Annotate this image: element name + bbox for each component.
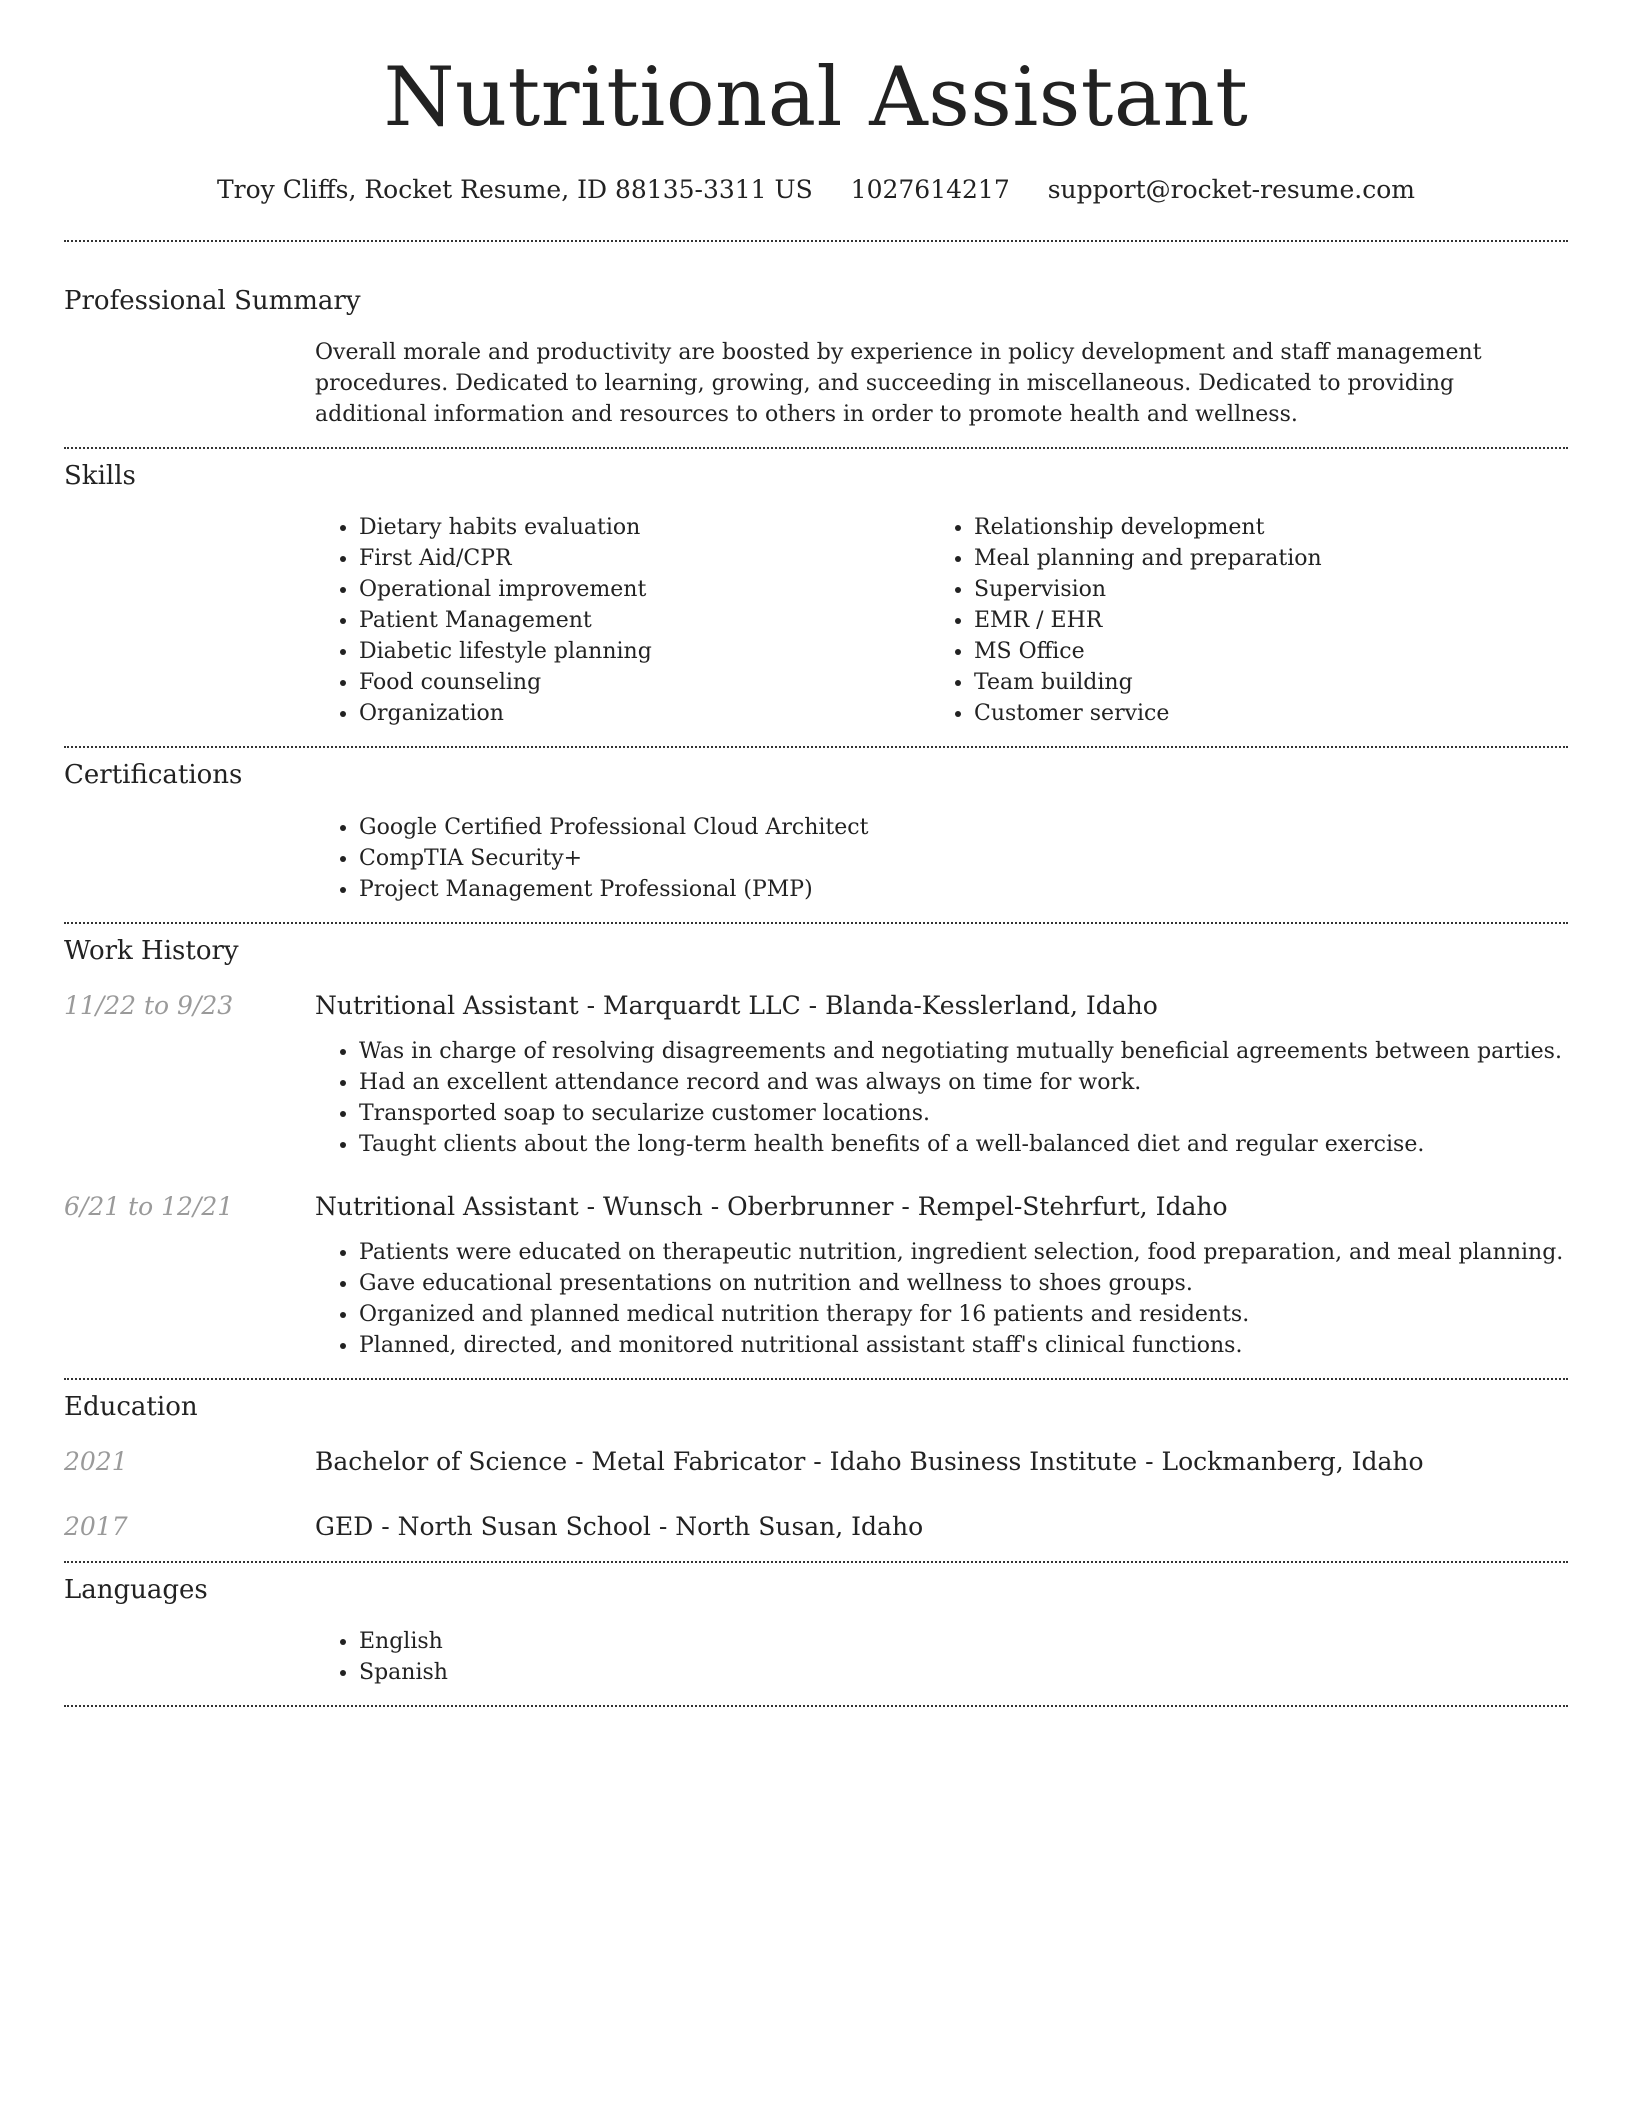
skill-item: • Relationship development xyxy=(974,512,1545,543)
languages-list xyxy=(315,1626,1568,1688)
skills-columns xyxy=(315,512,1568,729)
job-heading: Nutritional Assistant - Wunsch - Oberbrunner - Rempel-Stehrfurt, Idaho xyxy=(315,1191,1228,1221)
summary-text: Overall morale and productivity are boosted by experience in policy development and staff management procedures. Dedicated to learning, growing, and succeeding in miscellaneous. Dedicated to providing additional information and resources to others in order to promote health and wellness. xyxy=(315,340,1482,428)
job-bullet: • Planned, directed, and monitored nutritional assistant staff's clinical functions. xyxy=(359,1330,1568,1361)
language-item: • Spanish xyxy=(359,1657,1568,1688)
skill-item: • MS Office xyxy=(974,636,1545,667)
job-entry xyxy=(64,1192,1568,1361)
education-year: 2021 xyxy=(64,1446,128,1476)
job-bullet: • Organized and planned medical nutrition therapy for 16 patients and residents. xyxy=(359,1299,1568,1330)
certifications-title: Certifications xyxy=(64,760,243,791)
skill-item: • Customer service xyxy=(974,698,1545,729)
skill-item: • Patient Management xyxy=(359,605,930,636)
certifications-section xyxy=(64,760,1568,904)
certifications-list xyxy=(315,812,1568,905)
job-header xyxy=(64,1192,1568,1221)
education-entry xyxy=(64,1512,1568,1541)
contact-email: support@rocket-resume.com xyxy=(1047,175,1415,204)
section-divider xyxy=(64,1561,1568,1563)
skills-column-right xyxy=(930,512,1545,729)
skill-item: • Diabetic lifestyle planning xyxy=(359,636,930,667)
skills-column-left xyxy=(315,512,930,729)
section-divider xyxy=(64,240,1568,242)
skill-item: • EMR / EHR xyxy=(974,605,1545,636)
skills-section xyxy=(64,461,1568,729)
contact-phone: 1027614217 xyxy=(850,175,1010,204)
job-bullet: • Was in charge of resolving disagreements and negotiating mutually beneficial agreements between parties. xyxy=(359,1036,1568,1067)
job-bullet: • Had an excellent attendance record and was always on time for work. xyxy=(359,1067,1568,1098)
job-bullet: • Patients were educated on therapeutic nutrition, ingredient selection, food preparation, and meal planning. xyxy=(359,1237,1568,1268)
summary-title: Professional Summary xyxy=(64,286,361,316)
certification-item: • CompTIA Security+ xyxy=(359,843,1568,874)
skill-item: • Meal planning and preparation xyxy=(974,543,1545,574)
education-heading: Bachelor of Science - Metal Fabricator - Idaho Business Institute - Lockmanberg, Idaho xyxy=(315,1446,1424,1476)
language-item: • English xyxy=(359,1626,1568,1657)
job-heading: Nutritional Assistant - Marquardt LLC - Blanda-Kesslerland, Idaho xyxy=(315,990,1158,1020)
job-header xyxy=(64,991,1568,1020)
skill-item: • Dietary habits evaluation xyxy=(359,512,930,543)
skill-item: • Supervision xyxy=(974,574,1545,605)
skill-item: • Operational improvement xyxy=(359,574,930,605)
skill-item: • First Aid/CPR xyxy=(359,543,930,574)
work-history-title: Work History xyxy=(64,935,239,966)
job-dates: 6/21 to 12/21 xyxy=(64,1191,234,1221)
education-heading: GED - North Susan School - North Susan, Idaho xyxy=(315,1511,924,1541)
resume-name: Nutritional Assistant xyxy=(383,51,1249,145)
contact-line xyxy=(64,175,1568,204)
job-bullet: • Taught clients about the long-term health benefits of a well-balanced diet and regular exercise. xyxy=(359,1129,1568,1160)
education-entry xyxy=(64,1447,1568,1476)
skill-item: • Team building xyxy=(974,667,1545,698)
job-dates: 11/22 to 9/23 xyxy=(64,990,234,1020)
section-divider xyxy=(64,447,1568,449)
certification-item: • Project Management Professional (PMP) xyxy=(359,874,1568,905)
section-divider xyxy=(64,1378,1568,1380)
skill-item: • Organization xyxy=(359,698,930,729)
languages-section xyxy=(64,1575,1568,1688)
languages-title: Languages xyxy=(64,1574,208,1605)
section-divider xyxy=(64,1705,1568,1707)
certification-item: • Google Certified Professional Cloud Architect xyxy=(359,812,1568,843)
skill-item: • Food counseling xyxy=(359,667,930,698)
education-section xyxy=(64,1392,1568,1541)
education-title: Education xyxy=(64,1391,198,1422)
job-bullet: • Transported soap to secularize customer locations. xyxy=(359,1098,1568,1129)
work-history-section xyxy=(64,936,1568,1361)
job-entry xyxy=(64,991,1568,1160)
job-bullets xyxy=(315,1237,1568,1361)
skills-title: Skills xyxy=(64,461,136,492)
resume-page xyxy=(64,0,1568,1707)
education-year: 2017 xyxy=(64,1511,128,1541)
section-divider xyxy=(64,746,1568,748)
job-bullet: • Gave educational presentations on nutrition and wellness to shoes groups. xyxy=(359,1268,1568,1299)
contact-address: Troy Cliffs, Rocket Resume, ID 88135-3311 US xyxy=(217,175,813,204)
job-bullets xyxy=(315,1036,1568,1160)
summary-section xyxy=(64,286,1568,430)
section-divider xyxy=(64,922,1568,924)
